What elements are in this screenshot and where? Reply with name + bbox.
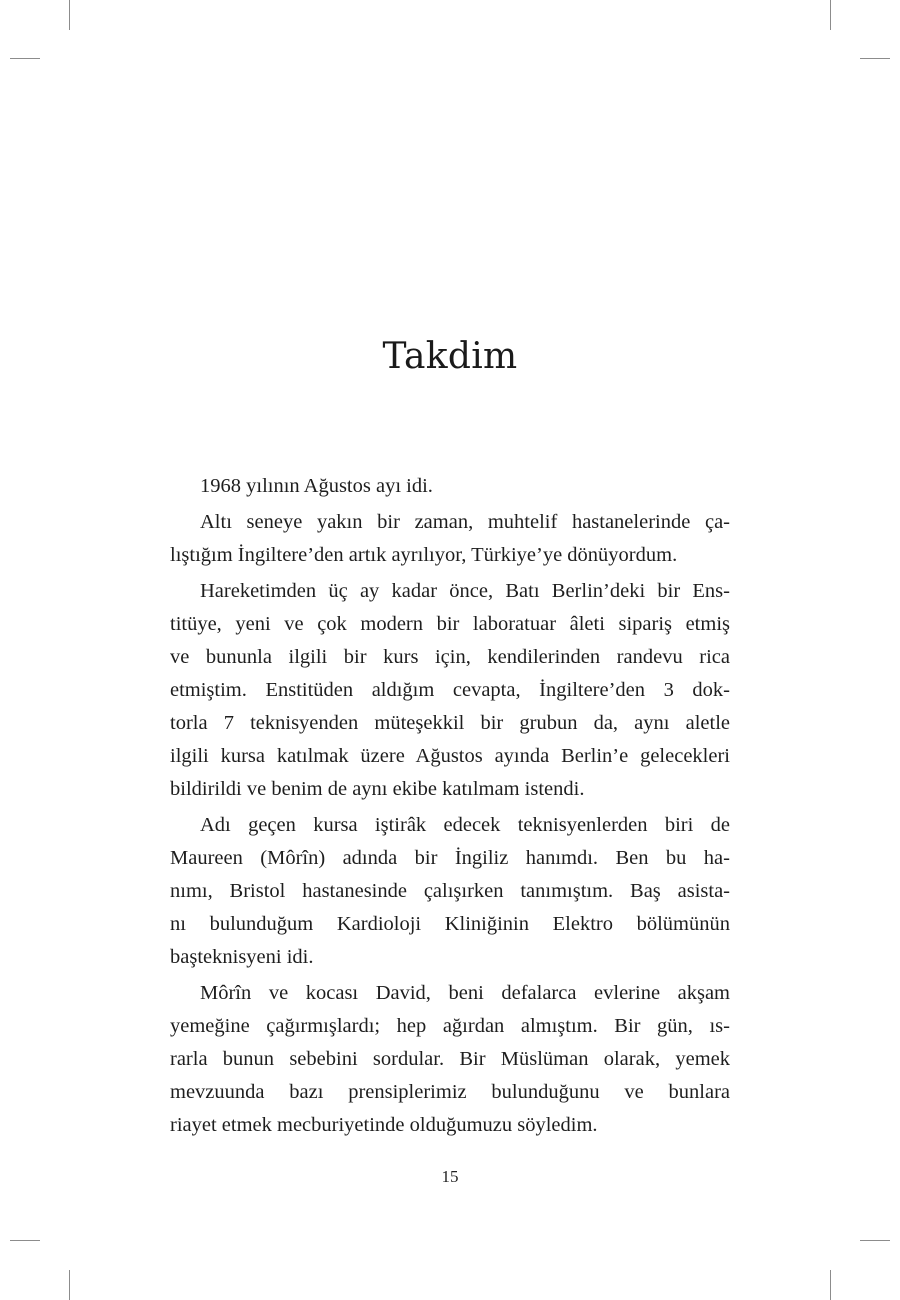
text-line: Maureen (Môrîn) adında bir İngiliz hanımdı. Ben bu ha- <box>170 847 730 869</box>
paragraph <box>170 809 730 974</box>
crop-mark-left-top <box>10 58 40 59</box>
text-line: 1968 yılının Ağustos ayı idi. <box>200 475 433 497</box>
text-line: riayet etmek mecburiyetinde olduğumuzu söyledim. <box>170 1114 598 1136</box>
paragraph <box>170 506 730 572</box>
text-line: nı bulunduğum Kardioloji Kliniğinin Elektro bölümünün <box>170 913 730 935</box>
page-number: 15 <box>441 1167 459 1186</box>
text-line: rarla bunun sebebini sordular. Bir Müslüman olarak, yemek <box>170 1048 730 1070</box>
crop-mark-bottom-left <box>69 1270 70 1300</box>
paragraph <box>170 977 730 1142</box>
text-line: yemeğine çağırmışlardı; hep ağırdan almıştım. Bir gün, ıs- <box>170 1015 730 1037</box>
crop-mark-right-bottom <box>860 1240 890 1241</box>
text-line: nımı, Bristol hastanesinde çalışırken tanımıştım. Baş asista- <box>170 880 730 902</box>
text-line: ve bununla ilgili bir kurs için, kendilerinden randevu rica <box>170 646 730 668</box>
paragraph <box>170 575 730 806</box>
crop-mark-right-top <box>860 58 890 59</box>
text-line: torla 7 teknisyenden müteşekkil bir grubun da, aynı aletle <box>170 712 730 734</box>
text-line: Môrîn ve kocası David, beni defalarca evlerine akşam <box>200 982 730 1004</box>
crop-mark-bottom-right <box>830 1270 831 1300</box>
text-line: başteknisyeni idi. <box>170 946 314 968</box>
crop-mark-left-bottom <box>10 1240 40 1241</box>
body-text <box>170 470 730 1145</box>
text-line: ilgili kursa katılmak üzere Ağustos ayında Berlin’e gelecekleri <box>170 745 730 767</box>
text-line: mevzuunda bazı prensiplerimiz bulunduğunu ve bunlara <box>170 1081 730 1103</box>
text-line: lıştığım İngiltere’den artık ayrılıyor, Türkiye’ye dönüyordum. <box>170 544 678 566</box>
text-line: titüye, yeni ve çok modern bir laboratuar âleti sipariş etmiş <box>170 613 730 635</box>
text-line: Altı seneye yakın bir zaman, muhtelif hastanelerinde ça- <box>200 511 730 533</box>
text-line: etmiştim. Enstitüden aldığım cevapta, İngiltere’den 3 dok- <box>170 679 730 701</box>
chapter-title: Takdim <box>382 336 518 377</box>
crop-mark-top-left <box>69 0 70 30</box>
paragraph <box>170 470 730 503</box>
crop-mark-top-right <box>830 0 831 30</box>
text-line: bildirildi ve benim de aynı ekibe katılmam istendi. <box>170 778 585 800</box>
text-line: Adı geçen kursa iştirâk edecek teknisyenlerden biri de <box>200 814 730 836</box>
text-line: Hareketimden üç ay kadar önce, Batı Berlin’deki bir Ens- <box>200 580 730 602</box>
